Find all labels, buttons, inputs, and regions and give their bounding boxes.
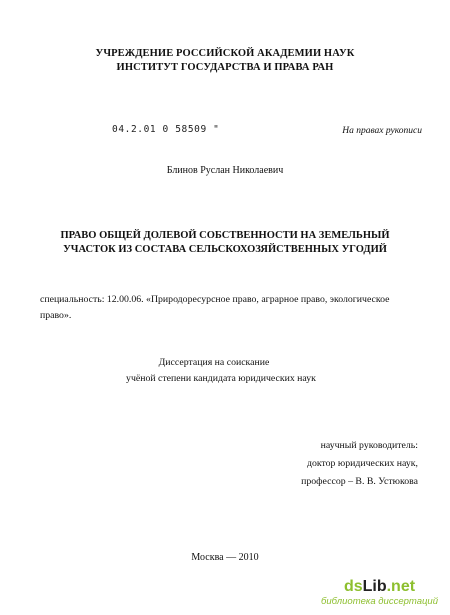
author-name: Блинов Руслан Николаевич: [166, 165, 284, 176]
logo-prefix: ds: [343, 578, 363, 595]
institution-line-2: ИНСТИТУТ ГОСУДАРСТВА И ПРАВА РАН: [116, 62, 334, 73]
dissertation-title: [0, 229, 450, 257]
institution-line-1: УЧРЕЖДЕНИЕ РОССИЙСКОЙ АКАДЕМИИ НАУК: [95, 48, 355, 59]
title-line-2: УЧАСТОК ИЗ СОСТАВА СЕЛЬСКОХОЗЯЙСТВЕННЫХ УГОДИЙ: [63, 244, 387, 255]
dslib-logo: [321, 578, 438, 596]
place-and-year: Москва — 2010: [191, 552, 259, 563]
supervisor-line-2: доктор юридических наук,: [306, 458, 418, 469]
supervisor-block: [301, 437, 418, 491]
logo-suffix: .net: [386, 578, 416, 595]
degree-line-1: Диссертация на соискание: [158, 357, 270, 368]
degree-statement: [0, 355, 450, 387]
rights-note: На правах рукописи: [342, 126, 422, 136]
registration-stamp: 04.2.01 0 58509 ": [112, 124, 220, 135]
logo-middle: Lib: [362, 578, 387, 595]
title-line-1: ПРАВО ОБЩЕЙ ДОЛЕВОЙ СОБСТВЕННОСТИ НА ЗЕМЕЛЬНЫЙ: [60, 230, 390, 241]
degree-line-2: учёной степени кандидата юридических наук: [126, 373, 316, 384]
dslib-watermark[interactable]: [321, 578, 438, 607]
specialty-text: специальность: 12.00.06. «Природоресурсное право, аграрное право, экологическое право».: [40, 294, 390, 321]
supervisor-line-1: научный руководитель:: [320, 440, 418, 451]
supervisor-line-3: профессор – В. В. Устюкова: [301, 476, 418, 487]
logo-tagline: библиотека диссертаций: [321, 596, 438, 607]
institution-header: [0, 47, 450, 75]
